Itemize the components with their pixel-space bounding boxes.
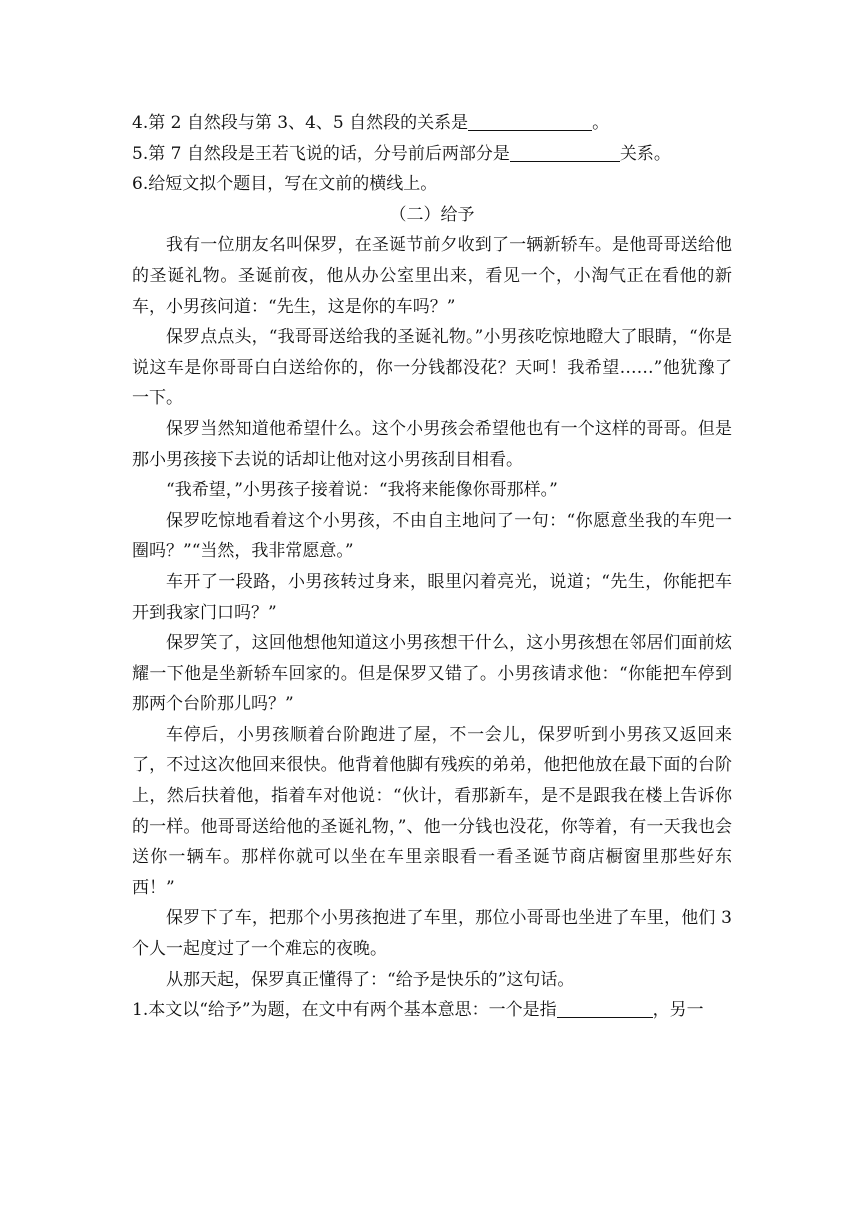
question-1-end: ，另一 [652,1000,704,1021]
answer-blank[interactable] [468,112,592,131]
question-4 [132,108,732,139]
section-title: （二）给予 [389,204,475,225]
paragraph: 保罗点点头，“我哥哥送给我的圣诞礼物。”小男孩吃惊地瞪大了眼睛，“你是说这车是你哥哥白白送给你的，你一分钱都没花？天呵！我希望……”他犹豫了一下。 [132,327,732,409]
question-5-end: 关系。 [619,143,671,164]
question-5-text: 5.第 7 自然段是王若飞说的话，分号前后两部分是 [132,143,510,164]
question-4-end: 。 [592,113,610,133]
paragraph: 保罗笑了，这回他想他知道这小男孩想干什么，这小男孩想在邻居们面前炫耀一下他是坐新轿车回家的。但是保罗又错了。小男孩请求他：“你能把车停到那两个台阶那儿吗？” [132,633,732,715]
paragraph: 保罗下了车，把那个小男孩抱进了车里，那位小哥哥也坐进了车里，他们 3 个人一起度过了一个难忘的夜晚。 [132,908,732,960]
answer-blank[interactable] [557,999,653,1018]
paragraph: 车停后，小男孩顺着台阶跑进了屋，不一会儿，保罗听到小男孩又返回来了，不过这次他回来很快。他背着他脚有残疾的弟弟，他把他放在最下面的台阶上，然后扶着他，指着车对他说：“伙计，看那新车，是不是跟我在楼上告诉你的一样。他哥哥送给他的圣诞礼物，”、他一分钱也没花，你等着，有一天我也会送你一辆车。那样你就可以坐在车里亲眼看一看圣诞节商店橱窗里那些好东西！” [132,724,732,898]
question-1-text: 1.本文以“给予”为题，在文中有两个基本意思：一个是指 [132,1000,557,1021]
paragraph: 保罗当然知道他希望什么。这个小男孩会希望他也有一个这样的哥哥。但是那小男孩接下去说的话却让他对这小男孩刮目相看。 [132,418,732,470]
question-6: 6.给短文拟个题目，写在文前的横线上。 [132,174,438,195]
paragraph: 从那天起，保罗真正懂得了：“给予是快乐的”这句话。 [166,969,575,990]
document-content [132,108,732,1026]
paragraph: “我希望，”小男孩子接着说：“我将来能像你哥那样。” [166,480,558,501]
question-4-text: 4.第 2 自然段与第 3、4、5 自然段的关系是 [132,113,469,133]
paragraph: 保罗吃惊地看着这个小男孩，不由自主地问了一句：“你愿意坐我的车兜一圈吗？”“当然，我非常愿意。” [132,510,732,562]
paragraph: 车开了一段路，小男孩转过身来，眼里闪着亮光，说道；“先生，你能把车开到我家门口吗？” [132,571,732,623]
paragraph: 我有一位朋友名叫保罗，在圣诞节前夕收到了一辆新轿车。是他哥哥送给他的圣诞礼物。圣诞前夜，他从办公室里出来，看见一个，小淘气正在看他的新车，小男孩问道：“先生，这是你的车吗？” [132,235,732,317]
question-5 [132,139,732,170]
question-1 [132,995,732,1026]
answer-blank[interactable] [510,143,620,162]
